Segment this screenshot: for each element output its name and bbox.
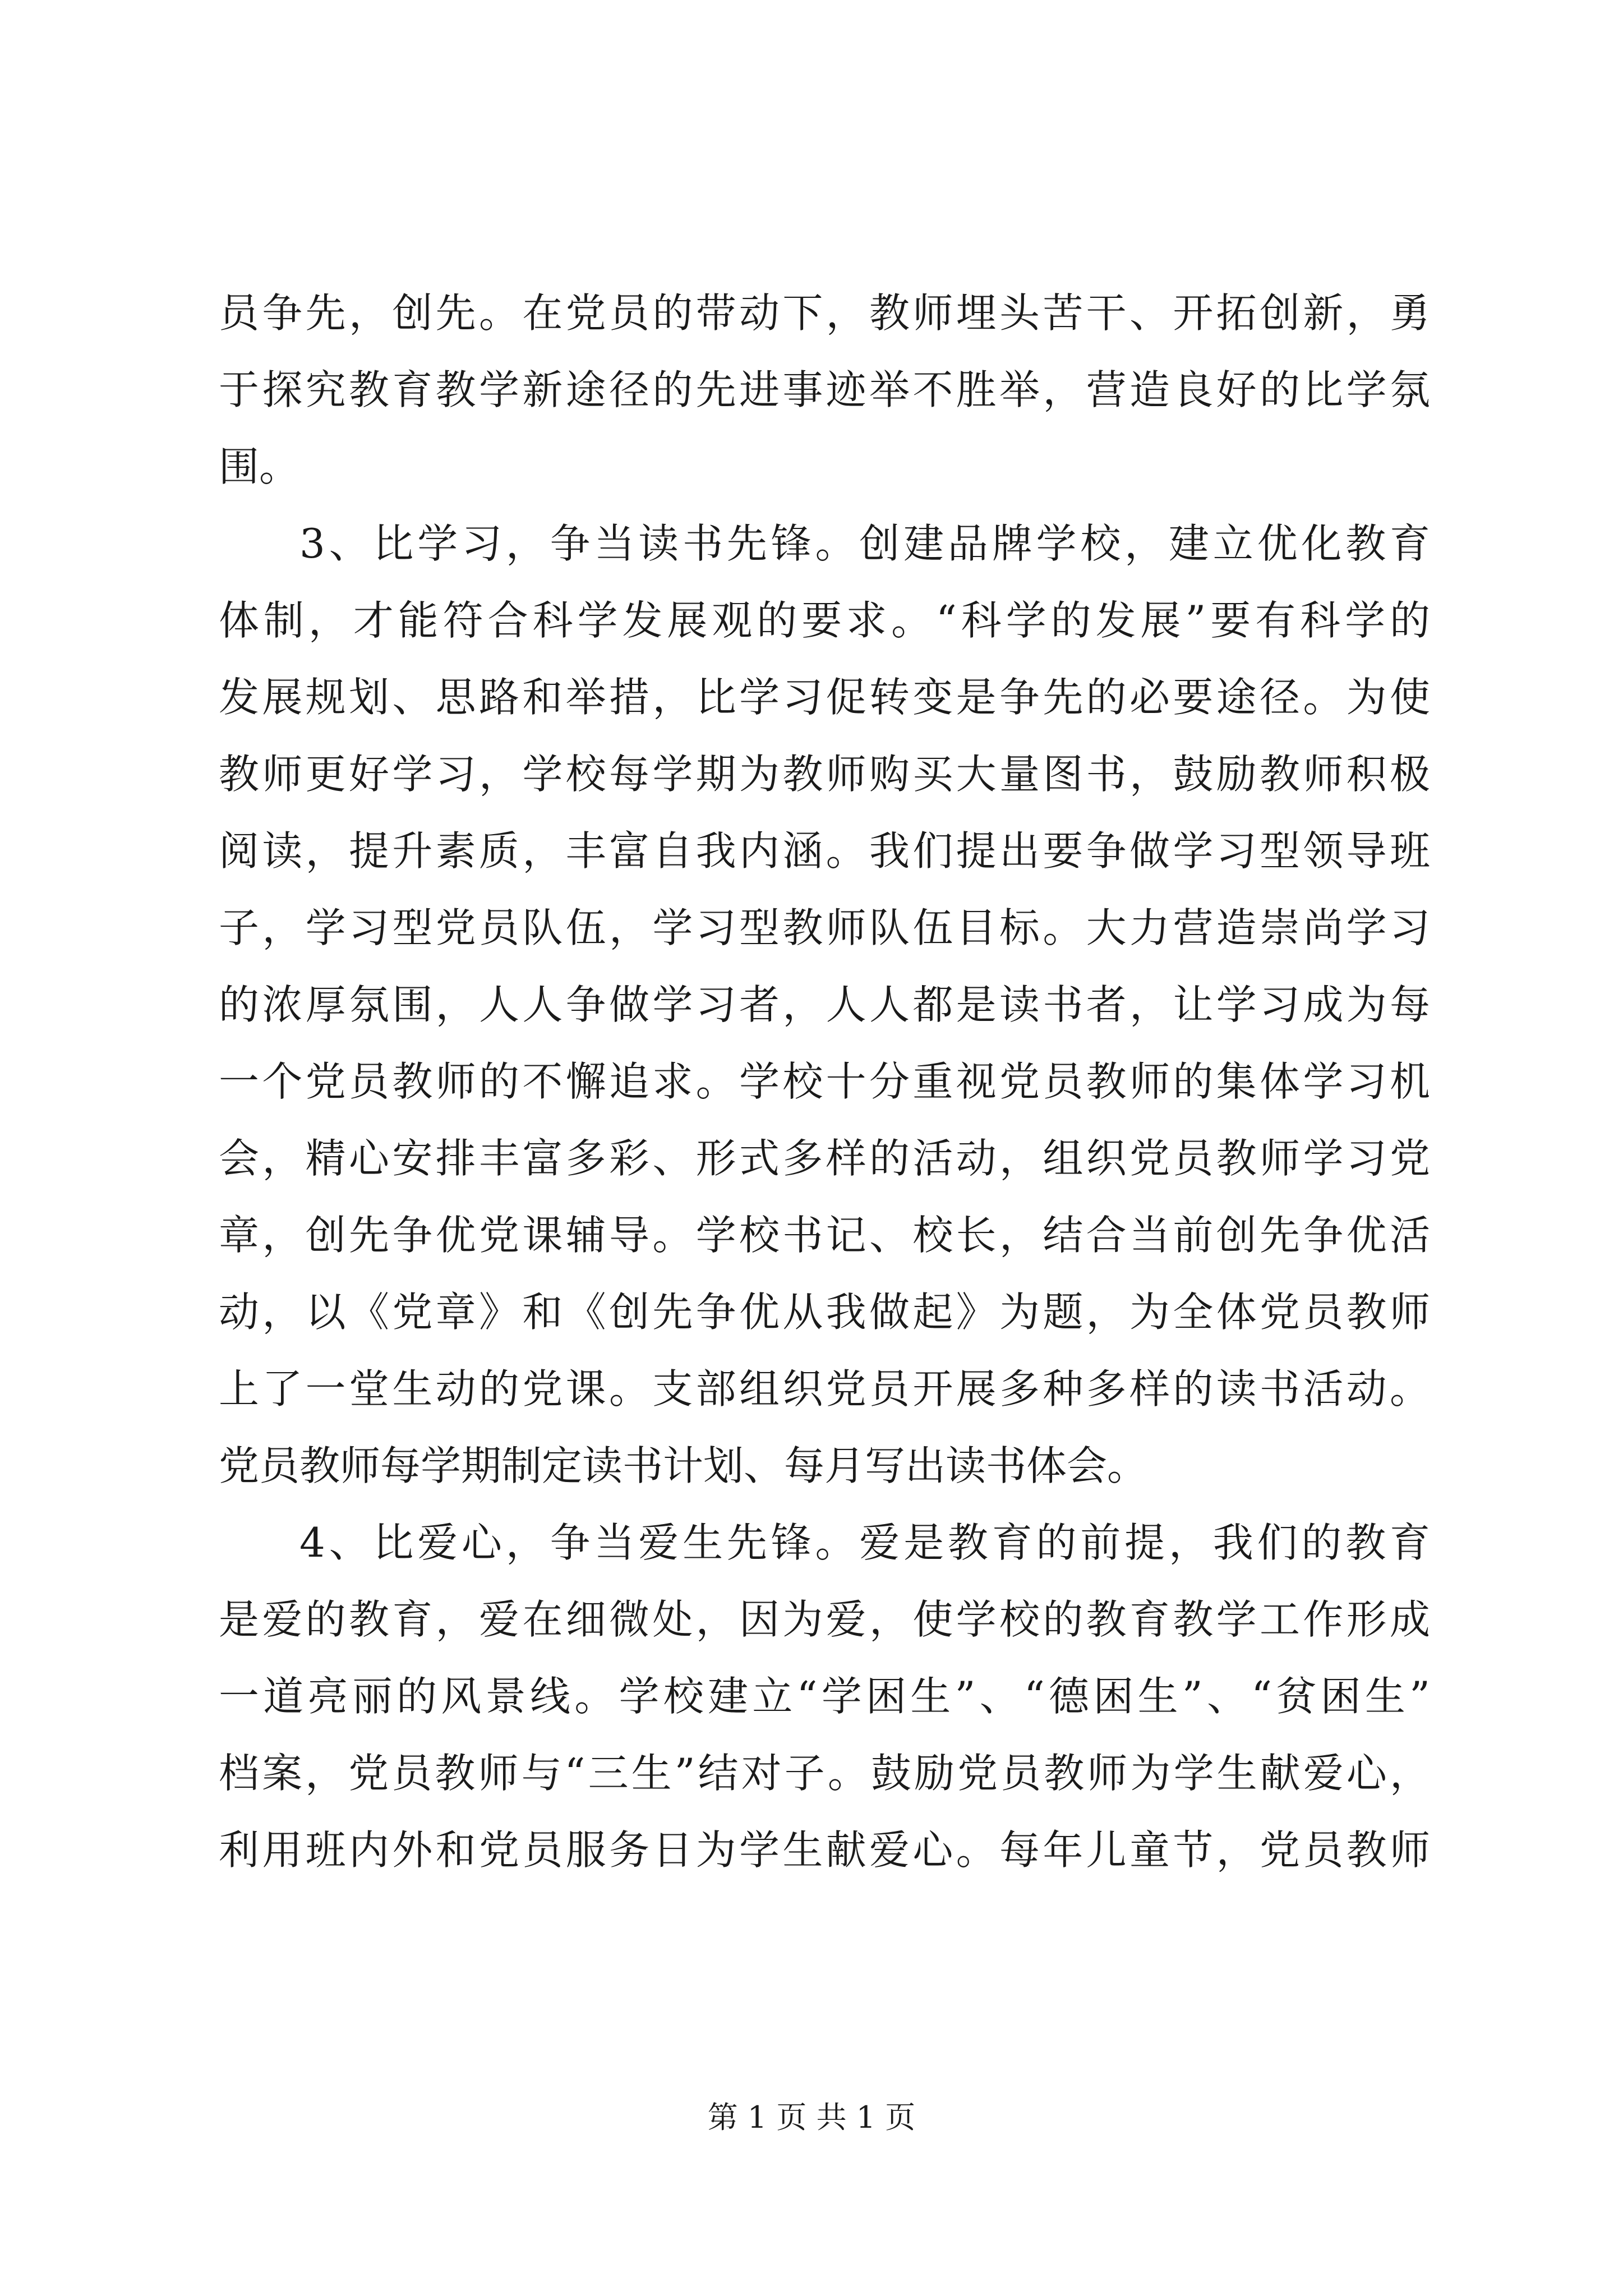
text-line: 利用班内外和党员服务日为学生献爱心。每年儿童节，党员教师 bbox=[219, 1826, 1430, 1874]
text-line: 子，学习型党员队伍，学习型教师队伍目标。大力营造崇尚学习 bbox=[219, 904, 1430, 951]
text-line: 会，精心安排丰富多彩、形式多样的活动，组织党员教师学习党 bbox=[219, 1135, 1430, 1182]
page-number-label: 第 1 页 共 1 页 bbox=[707, 2100, 916, 2135]
text-line: 阅读，提升素质，丰富自我内涵。我们提出要争做学习型领导班 bbox=[219, 827, 1430, 875]
text-line: 教师更好学习，学校每学期为教师购买大量图书，鼓励教师积极 bbox=[219, 751, 1430, 798]
text-line: 围。 bbox=[219, 443, 300, 490]
paragraph-start-line: 3、比学习，争当读书先锋。创建品牌学校，建立优化教育 bbox=[299, 520, 1430, 567]
text-line: 发展规划、思路和举措，比学习促转变是争先的必要途径。为使 bbox=[219, 674, 1430, 721]
text-line: 员争先，创先。在党员的带动下，教师埋头苦干、开拓创新，勇 bbox=[219, 289, 1430, 337]
paragraph-start-line: 4、比爱心，争当爱生先锋。爱是教育的前提，我们的教育 bbox=[299, 1519, 1430, 1566]
body-text bbox=[219, 275, 1430, 1889]
text-line: 动，以《党章》和《创先争优从我做起》为题，为全体党员教师 bbox=[219, 1289, 1430, 1336]
text-line: 于探究教育教学新途径的先进事迹举不胜举，营造良好的比学氛 bbox=[219, 366, 1430, 413]
page-footer bbox=[0, 2098, 1623, 2137]
text-line: 的浓厚氛围，人人争做学习者，人人都是读书者，让学习成为每 bbox=[219, 981, 1430, 1028]
text-line: 党员教师每学期制定读书计划、每月写出读书体会。 bbox=[219, 1442, 1148, 1489]
text-line: 体制，才能符合科学发展观的要求。“科学的发展”要有科学的 bbox=[219, 597, 1430, 644]
text-line: 档案，党员教师与“三生”结对子。鼓励党员教师为学生献爱心， bbox=[219, 1750, 1430, 1797]
text-line: 一个党员教师的不懈追求。学校十分重视党员教师的集体学习机 bbox=[219, 1058, 1430, 1105]
text-line: 一道亮丽的风景线。学校建立“学困生”、“德困生”、“贫困生” bbox=[219, 1673, 1430, 1720]
text-line: 章，创先争优党课辅导。学校书记、校长，结合当前创先争优活 bbox=[219, 1212, 1430, 1259]
text-line: 上了一堂生动的党课。支部组织党员开展多种多样的读书活动。 bbox=[219, 1365, 1430, 1412]
text-line: 是爱的教育，爱在细微处，因为爱，使学校的教育教学工作形成 bbox=[219, 1596, 1430, 1643]
